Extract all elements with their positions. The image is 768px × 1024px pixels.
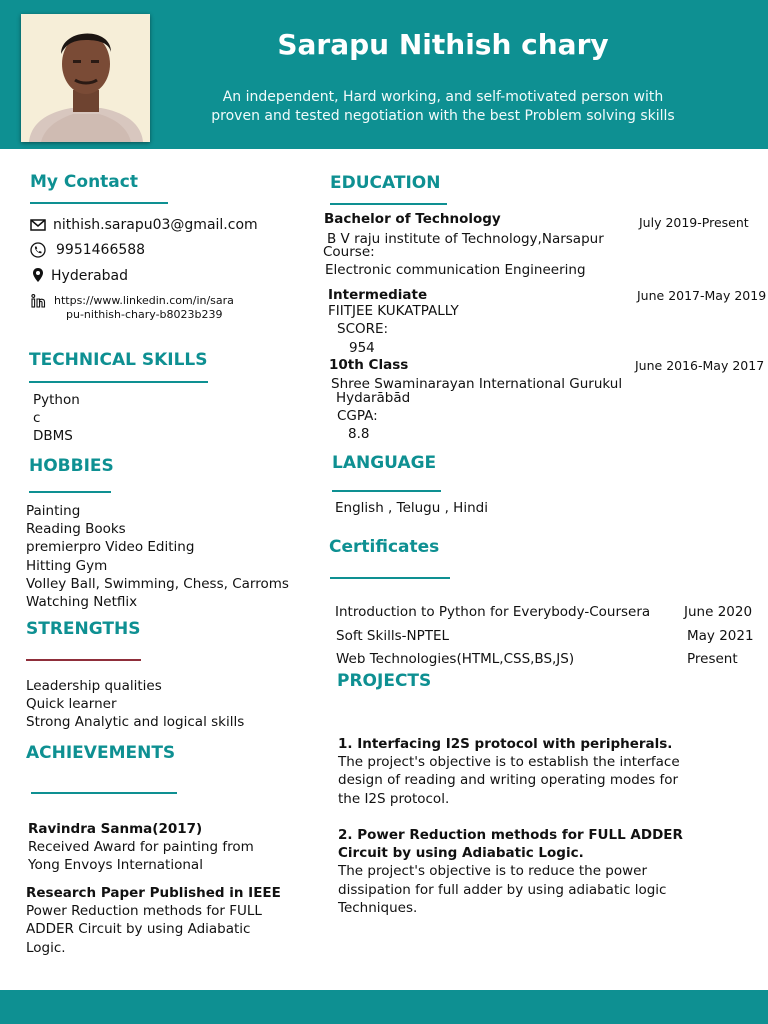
technical-skills-heading: TECHNICAL SKILLS bbox=[29, 350, 208, 370]
strengths-rule bbox=[26, 659, 141, 661]
achievement-text: ADDER Circuit by using Adiabatic bbox=[26, 921, 251, 938]
list-item: Painting bbox=[26, 503, 81, 519]
education-city: Hydarābād bbox=[336, 390, 411, 406]
linkedin-link-line[interactable]: https://www.linkedin.com/in/sara bbox=[54, 294, 234, 307]
list-item: Watching Netflix bbox=[26, 594, 138, 611]
project-item bbox=[338, 826, 683, 917]
achievements-rule bbox=[31, 792, 177, 794]
education-heading: EDUCATION bbox=[330, 173, 441, 193]
achievement-item bbox=[28, 820, 254, 875]
project-text: The project's objective is to establish the interface bbox=[338, 754, 680, 771]
certificate-name: Web Technologies(HTML,CSS,BS,JS) bbox=[336, 651, 575, 667]
list-item: Leadership qualities bbox=[26, 678, 162, 694]
certificate-date: June 2020 bbox=[684, 604, 753, 620]
contact-heading: My Contact bbox=[30, 172, 138, 192]
certificates-heading: Certificates bbox=[329, 537, 440, 557]
list-item: premierpro Video Editing bbox=[26, 539, 195, 556]
phone-icon bbox=[30, 242, 46, 258]
list-item: DBMS bbox=[33, 428, 73, 445]
certificate-date: May 2021 bbox=[687, 628, 754, 644]
strengths-heading: STRENGTHS bbox=[26, 619, 141, 639]
education-degree: 10th Class bbox=[329, 357, 409, 373]
project-title: 1. Interfacing I2S protocol with peripherals. bbox=[338, 736, 673, 752]
achievement-item bbox=[26, 884, 281, 957]
achievements-heading: ACHIEVEMENTS bbox=[26, 743, 176, 763]
certificate-date: Present bbox=[687, 651, 738, 667]
project-text: the I2S protocol. bbox=[338, 790, 450, 807]
achievement-text: Received Award for painting from bbox=[28, 839, 254, 856]
project-text: The project's objective is to reduce the power bbox=[338, 863, 648, 880]
education-degree: Bachelor of Technology bbox=[324, 211, 501, 227]
list-item: Reading Books bbox=[26, 521, 126, 538]
achievement-text: Logic. bbox=[26, 939, 66, 956]
list-item: c bbox=[33, 410, 41, 427]
location-text: Hyderabad bbox=[51, 268, 128, 284]
list-item: Strong Analytic and logical skills bbox=[26, 714, 245, 731]
candidate-name: Sarapu Nithish chary bbox=[277, 28, 609, 61]
project-title: 2. Power Reduction methods for FULL ADDER bbox=[338, 827, 683, 843]
phone-number[interactable]: 9951466588 bbox=[56, 242, 146, 258]
education-detail: Course: bbox=[323, 244, 375, 260]
language-text: English , Telugu , Hindi bbox=[335, 500, 488, 516]
education-detail: SCORE: bbox=[337, 321, 389, 337]
tagline-line: An independent, Hard working, and self-motivated person with bbox=[222, 89, 664, 105]
education-degree: Intermediate bbox=[328, 287, 428, 303]
education-institute: FIITJEE KUKATPALLY bbox=[328, 303, 459, 319]
education-institute: Shree Swaminarayan International Gurukul bbox=[331, 376, 623, 392]
email-link[interactable]: nithish.sarapu03@gmail.com bbox=[53, 217, 258, 233]
education-date: June 2017-May 2019 bbox=[637, 288, 767, 303]
list-item: Python bbox=[33, 392, 80, 408]
education-rule bbox=[330, 203, 447, 205]
project-text: design of reading and writing operating modes for bbox=[338, 772, 679, 789]
education-detail: 8.8 bbox=[348, 426, 370, 442]
projects-heading: PROJECTS bbox=[337, 671, 432, 691]
achievement-text: Yong Envoys International bbox=[28, 857, 203, 874]
location-pin-icon bbox=[30, 267, 46, 283]
achievement-text: Power Reduction methods for FULL bbox=[26, 903, 262, 920]
education-detail: 954 bbox=[349, 340, 375, 356]
tagline bbox=[108, 88, 768, 126]
certificate-name: Introduction to Python for Everybody-Coursera bbox=[335, 604, 651, 620]
education-detail: Electronic communication Engineering bbox=[325, 262, 586, 278]
linkedin-icon bbox=[31, 293, 47, 309]
education-date: July 2019-Present bbox=[639, 215, 749, 230]
list-item: Quick learner bbox=[26, 696, 117, 713]
mail-icon bbox=[30, 217, 46, 233]
project-title: Circuit by using Adiabatic Logic. bbox=[338, 845, 584, 862]
project-text: dissipation for full adder by using adiabatic logic bbox=[338, 881, 667, 898]
list-item: Volley Ball, Swimming, Chess, Carroms bbox=[26, 575, 289, 592]
hobbies-rule bbox=[29, 491, 111, 493]
footer-banner bbox=[0, 990, 768, 1024]
language-heading: LANGUAGE bbox=[332, 453, 437, 473]
strengths-list bbox=[26, 677, 244, 732]
achievement-title: Ravindra Sanma(2017) bbox=[28, 821, 203, 837]
linkedin-link-line[interactable]: pu-nithish-chary-b8023b239 bbox=[66, 308, 223, 321]
education-institute: B V raju institute of Technology,Narsapur bbox=[327, 231, 604, 247]
certificate-name: Soft Skills-NPTEL bbox=[336, 628, 450, 644]
list-item: Hitting Gym bbox=[26, 557, 108, 574]
project-item bbox=[338, 735, 680, 808]
technical-skills-list bbox=[33, 391, 80, 446]
contact-rule bbox=[30, 202, 168, 204]
achievement-title: Research Paper Published in IEEE bbox=[26, 885, 281, 901]
technical-skills-rule bbox=[29, 381, 208, 383]
language-rule bbox=[332, 490, 441, 492]
education-date: June 2016-May 2017 bbox=[635, 358, 765, 373]
hobbies-list bbox=[26, 502, 289, 611]
project-text: Techniques. bbox=[338, 899, 418, 916]
tagline-line: proven and tested negotiation with the best Problem solving skills bbox=[211, 108, 675, 124]
certificates-rule bbox=[330, 577, 450, 579]
education-detail: CGPA: bbox=[337, 408, 378, 424]
hobbies-heading: HOBBIES bbox=[29, 456, 114, 476]
